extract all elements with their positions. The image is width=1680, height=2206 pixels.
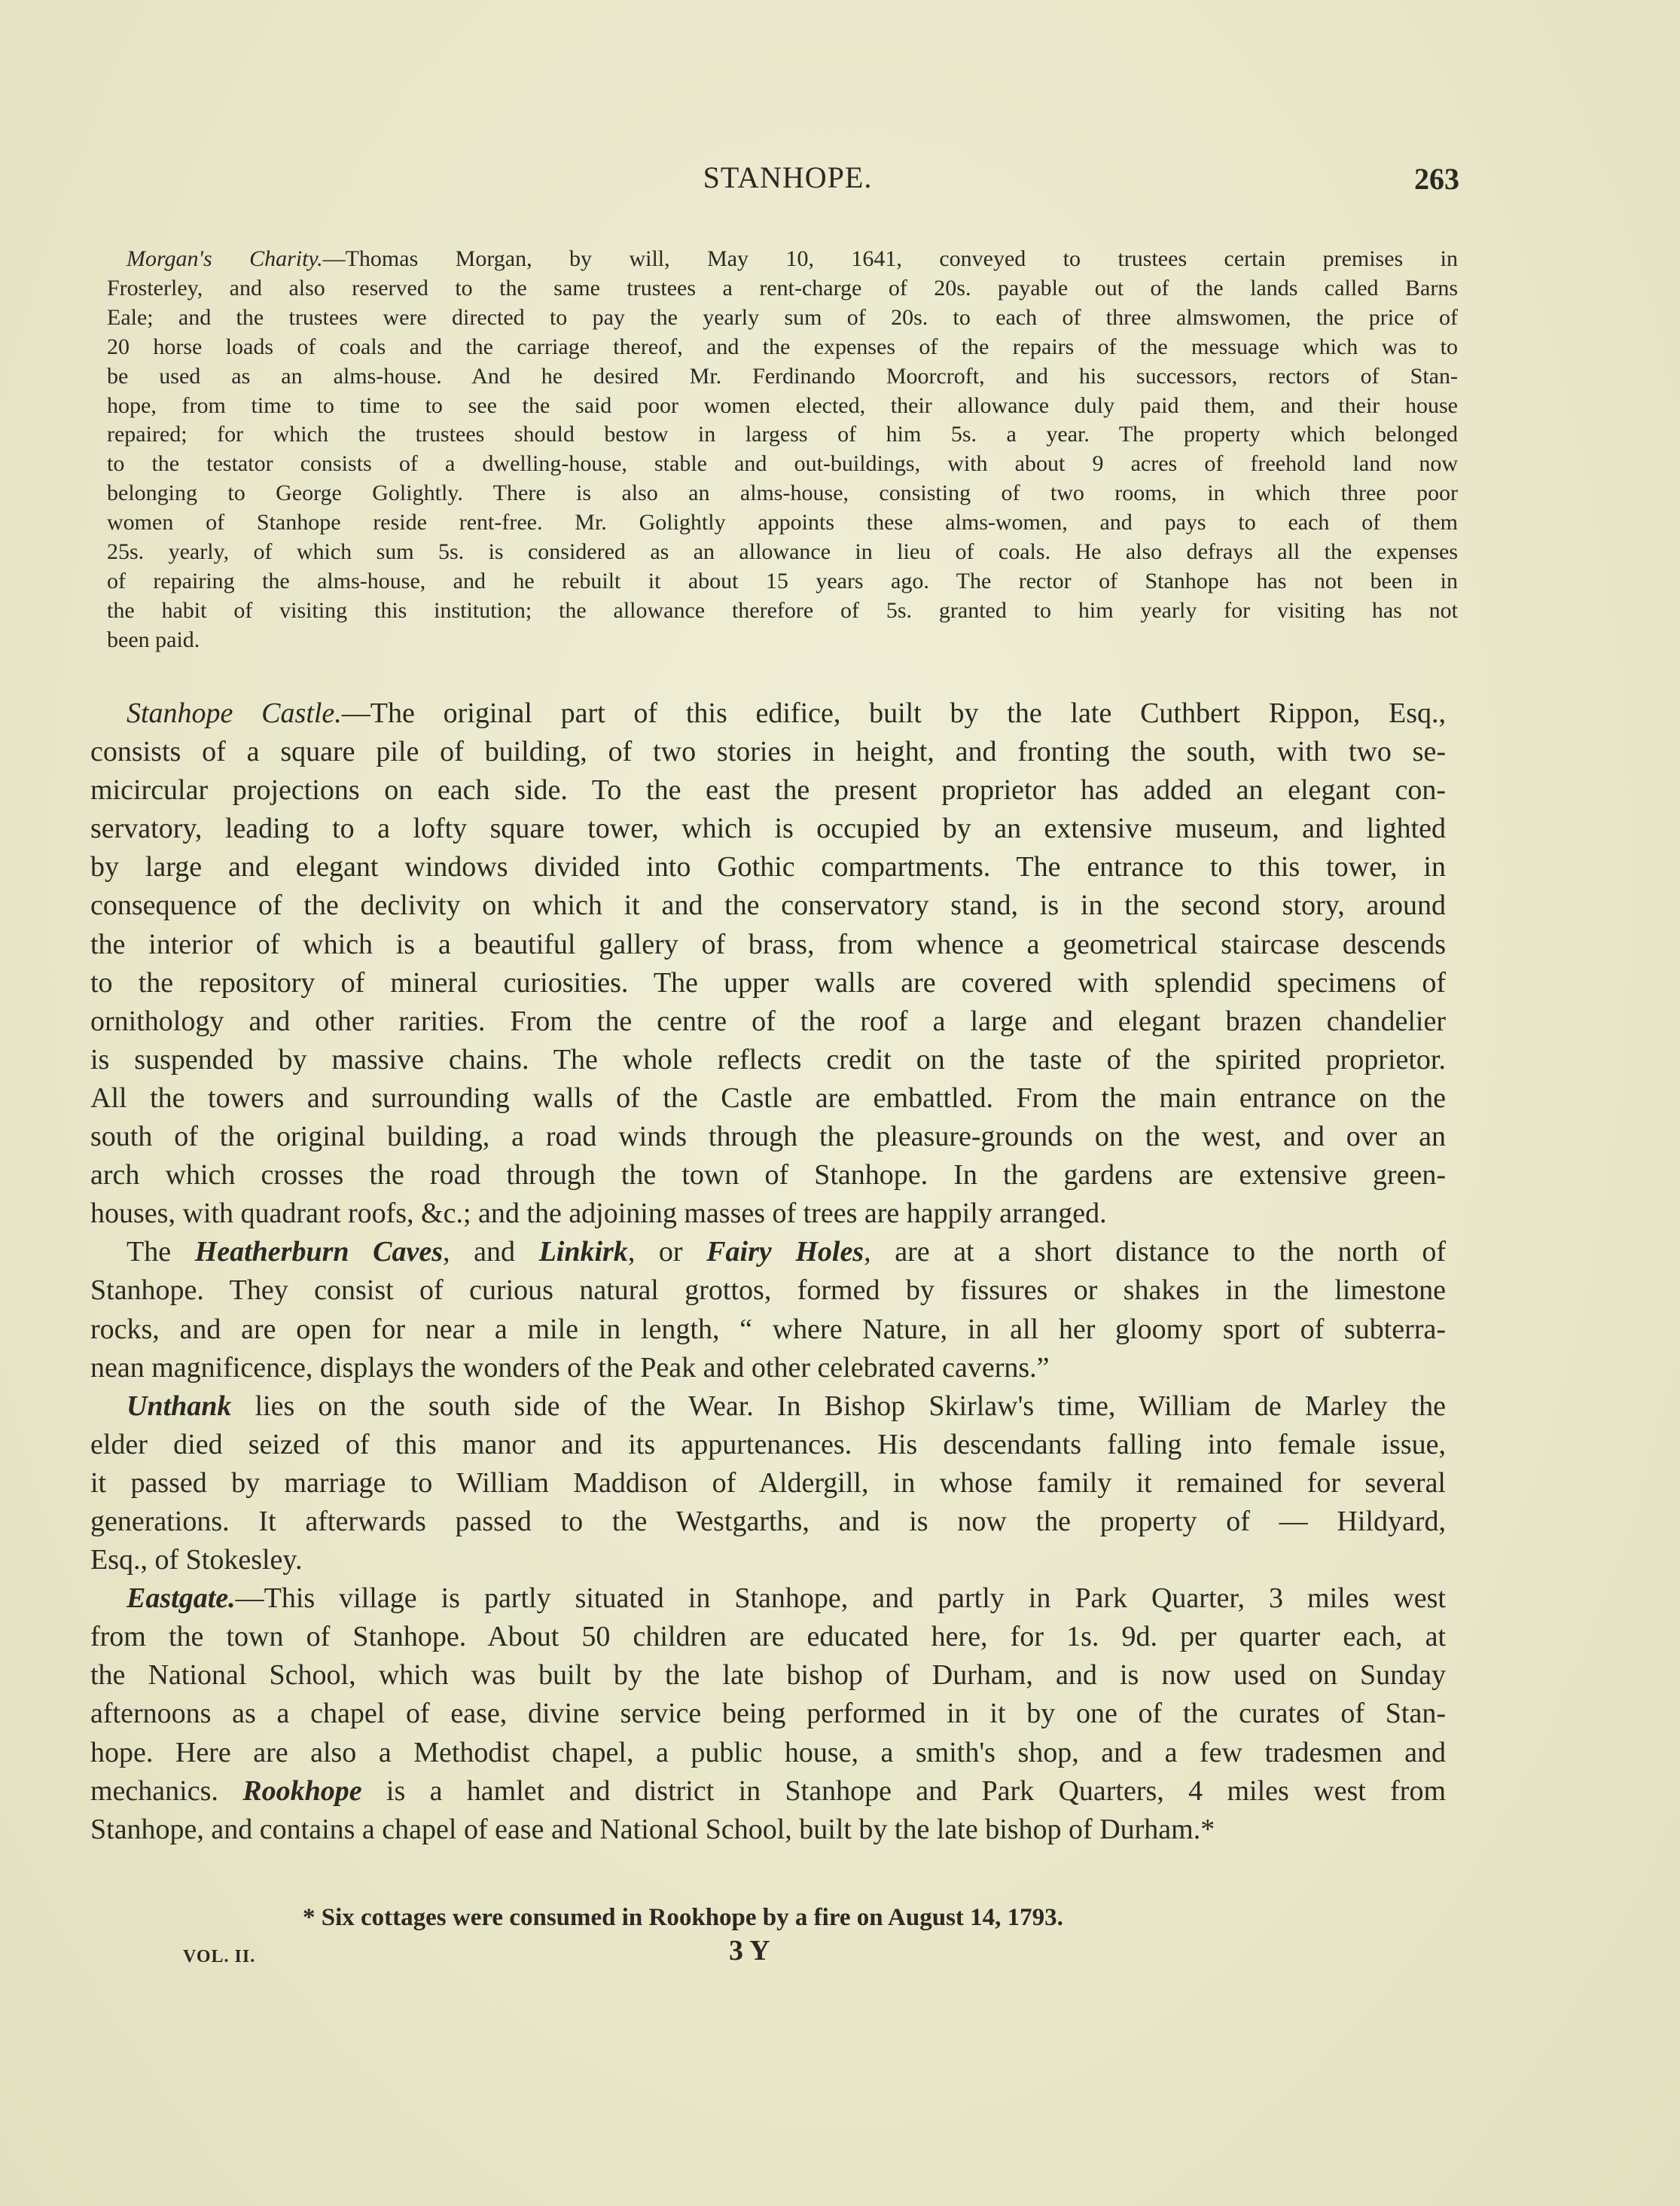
text-run: women of Stanhope reside rent-free. Mr. Golightly appoints these alms-women, and pays to each of them xyxy=(107,510,1458,535)
text-run: Eale; and the trustees were directed to pay the yearly sum of 20s. to each of three almswomen, the price of xyxy=(107,304,1458,330)
text-line xyxy=(90,964,1446,1002)
text-run: 20 horse loads of coals and the carriage thereof, and the expenses of the repairs of the messuage which was to xyxy=(107,334,1458,359)
text-run: been paid. xyxy=(107,627,200,652)
text-line xyxy=(90,1349,1446,1387)
text-run: Esq., of Stokesley. xyxy=(90,1544,303,1576)
text-run: hope. Here are also a Methodist chapel, a public house, a smith's shop, and a few tradesmen and xyxy=(90,1736,1446,1768)
text-line xyxy=(90,1656,1446,1695)
text-line xyxy=(90,1002,1446,1041)
text-line xyxy=(107,508,1458,538)
text-line xyxy=(90,810,1446,848)
text-run: , and xyxy=(442,1236,539,1268)
text-run: servatory, leading to a lofty square tower, which is occupied by an extensive museum, and lighted xyxy=(90,813,1446,845)
text-run: to the testator consists of a dwelling-house, stable and out-buildings, with about 9 acres of freehold land now xyxy=(107,451,1458,477)
text-run: be used as an alms-house. And he desired Mr. Ferdinando Moorcroft, and his successors, rectors of Stan- xyxy=(107,363,1458,389)
text-line xyxy=(90,1195,1446,1233)
paragraph xyxy=(107,245,1458,655)
text-line xyxy=(107,392,1458,421)
text-line xyxy=(90,1310,1446,1349)
text-run: elder died seized of this manor and its appurtenances. His descendants falling into female issue, xyxy=(90,1428,1446,1460)
text-line xyxy=(90,1079,1446,1118)
text-line xyxy=(90,1811,1446,1849)
text-line xyxy=(107,479,1458,508)
paragraph xyxy=(90,694,1446,1233)
text-run: the National School, which was built by the late bishop of Durham, and is now used on Sunday xyxy=(90,1659,1446,1692)
text-run: belonging to George Golightly. There is also an alms-house, consisting of two rooms, in which three poor xyxy=(107,481,1458,506)
text-line xyxy=(107,420,1458,450)
text-line xyxy=(90,1156,1446,1195)
text-run: arch which crosses the road through the town of Stanhope. In the gardens are extensive green- xyxy=(90,1159,1446,1191)
text-run: Frosterley, and also reserved to the same trustees a rent-charge of 20s. payable out of the lands called Barns xyxy=(107,275,1458,301)
text-run: Stanhope. They consist of curious natural grottos, formed by fissures or shakes in the limestone xyxy=(90,1274,1446,1307)
signature-mark: 3 Y xyxy=(729,1935,770,1966)
text-run: , or xyxy=(627,1236,707,1268)
emphasized-term: Stanhope Castle. xyxy=(127,697,342,729)
text-run: mechanics. xyxy=(90,1774,243,1807)
text-run: lies on the south side of the Wear. In Bishop Skirlaw's time, William de Marley the xyxy=(231,1390,1446,1422)
text-run: 25s. yearly, of which sum 5s. is considered as an allowance in lieu of coals. He also defrays all the expenses xyxy=(107,539,1458,565)
text-run: The xyxy=(127,1236,195,1268)
emphasized-term: Unthank xyxy=(127,1390,232,1422)
text-line xyxy=(90,733,1446,771)
footnote: * Six cottages were consumed in Rookhope by a fire on August 14, 1793. xyxy=(303,1904,1063,1931)
text-line xyxy=(90,1271,1446,1310)
text-run: nean magnificence, displays the wonders of the Peak and other celebrated caverns.” xyxy=(90,1351,1050,1384)
text-run: , are at a short distance to the north of xyxy=(864,1236,1447,1268)
text-line xyxy=(107,450,1458,479)
text-line xyxy=(90,1118,1446,1156)
text-line xyxy=(90,1579,1446,1618)
page-number: 263 xyxy=(1414,162,1459,196)
text-run: Stanhope, and contains a chapel of ease and National School, built by the late bishop of Durham.* xyxy=(90,1813,1215,1845)
volume-label: VOL. II. xyxy=(183,1947,256,1966)
text-line xyxy=(90,1618,1446,1656)
text-line xyxy=(90,848,1446,886)
text-line xyxy=(90,1387,1446,1426)
text-line xyxy=(107,567,1458,597)
text-line xyxy=(90,1695,1446,1733)
text-run: it passed by marriage to William Maddison of Aldergill, in whose family it remained for several xyxy=(90,1466,1446,1499)
text-run: from the town of Stanhope. About 50 children are educated here, for 1s. 9d. per quarter each, at xyxy=(90,1621,1446,1653)
section-morgans-charity xyxy=(107,245,1458,655)
text-run: —This village is partly situated in Stanhope, and partly in Park Quarter, 3 miles west xyxy=(235,1582,1446,1615)
text-line xyxy=(107,245,1458,274)
text-run: the habit of visiting this institution; the allowance therefore of 5s. granted to him yearly for visiting has not xyxy=(107,597,1458,623)
text-line xyxy=(107,333,1458,362)
text-run: consequence of the declivity on which it and the conservatory stand, is in the second story, around xyxy=(90,889,1446,922)
emphasized-term: Heatherburn Caves xyxy=(194,1236,443,1268)
text-run: of repairing the alms-house, and he rebuilt it about 15 years ago. The rector of Stanhope has not been in xyxy=(107,568,1458,593)
text-line xyxy=(90,1541,1446,1579)
text-line xyxy=(90,1772,1446,1811)
emphasized-term: Fairy Holes xyxy=(706,1236,864,1268)
text-line xyxy=(90,926,1446,964)
text-line xyxy=(107,597,1458,626)
text-run: afternoons as a chapel of ease, divine service being performed in it by one of the curates of Stan- xyxy=(90,1698,1446,1730)
text-line xyxy=(90,1503,1446,1541)
text-line xyxy=(90,1426,1446,1464)
text-run: —Thomas Morgan, by will, May 10, 1641, conveyed to trustees certain premises in xyxy=(322,246,1458,271)
text-line xyxy=(90,1233,1446,1271)
text-line xyxy=(90,886,1446,925)
emphasized-term: Rookhope xyxy=(242,1774,362,1807)
text-run: All the towers and surrounding walls of the Castle are embattled. From the main entrance on the xyxy=(90,1082,1446,1114)
text-run: is a hamlet and district in Stanhope and Park Quarters, 4 miles west from xyxy=(361,1774,1447,1807)
text-line xyxy=(107,304,1458,333)
text-run: generations. It afterwards passed to the Westgarths, and is now the property of — Hildyard, xyxy=(90,1505,1446,1537)
text-line xyxy=(90,1734,1446,1772)
text-line xyxy=(90,694,1446,733)
text-run: south of the original building, a road winds through the pleasure-grounds on the west, and over an xyxy=(90,1121,1446,1153)
text-run: micircular projections on each side. To the east the present proprietor has added an elegant con- xyxy=(90,774,1446,807)
section-stanhope-castle-and-district xyxy=(90,694,1446,1849)
text-line xyxy=(90,1041,1446,1079)
text-line xyxy=(90,1464,1446,1503)
paragraph xyxy=(90,1579,1446,1849)
text-line xyxy=(107,274,1458,304)
text-run: is suspended by massive chains. The whole reflects credit on the taste of the spirited proprietor. xyxy=(90,1043,1446,1076)
text-run: rocks, and are open for near a mile in length, “ where Nature, in all her gloomy sport of subterra- xyxy=(90,1313,1446,1345)
text-run: hope, from time to time to see the said poor women elected, their allowance duly paid them, and their house xyxy=(107,392,1458,418)
emphasized-term: Morgan's Charity. xyxy=(127,246,323,271)
text-line xyxy=(107,362,1458,392)
paragraph xyxy=(90,1387,1446,1579)
text-run: houses, with quadrant roofs, &c.; and the adjoining masses of trees are happily arranged. xyxy=(90,1198,1107,1230)
text-run: the interior of which is a beautiful gallery of brass, from whence a geometrical staircase descends xyxy=(90,928,1446,960)
running-head-title: STANHOPE. xyxy=(703,160,873,194)
text-run: consists of a square pile of building, of two stories in height, and fronting the south, with two se- xyxy=(90,736,1446,768)
text-run: to the repository of mineral curiosities. The upper walls are covered with splendid specimens of xyxy=(90,966,1446,999)
emphasized-term: Linkirk xyxy=(538,1236,628,1268)
text-line xyxy=(107,538,1458,567)
text-run: —The original part of this edifice, built by the late Cuthbert Rippon, Esq., xyxy=(341,697,1446,729)
text-line xyxy=(90,771,1446,810)
text-run: by large and elegant windows divided into Gothic compartments. The entrance to this tower, in xyxy=(90,851,1446,883)
text-run: repaired; for which the trustees should bestow in largess of him 5s. a year. The property which belonged xyxy=(107,422,1458,447)
text-line xyxy=(107,626,1458,655)
paragraph xyxy=(90,1233,1446,1387)
text-run: ornithology and other rarities. From the centre of the roof a large and elegant brazen chandelier xyxy=(90,1005,1446,1037)
emphasized-term: Eastgate. xyxy=(127,1582,236,1615)
